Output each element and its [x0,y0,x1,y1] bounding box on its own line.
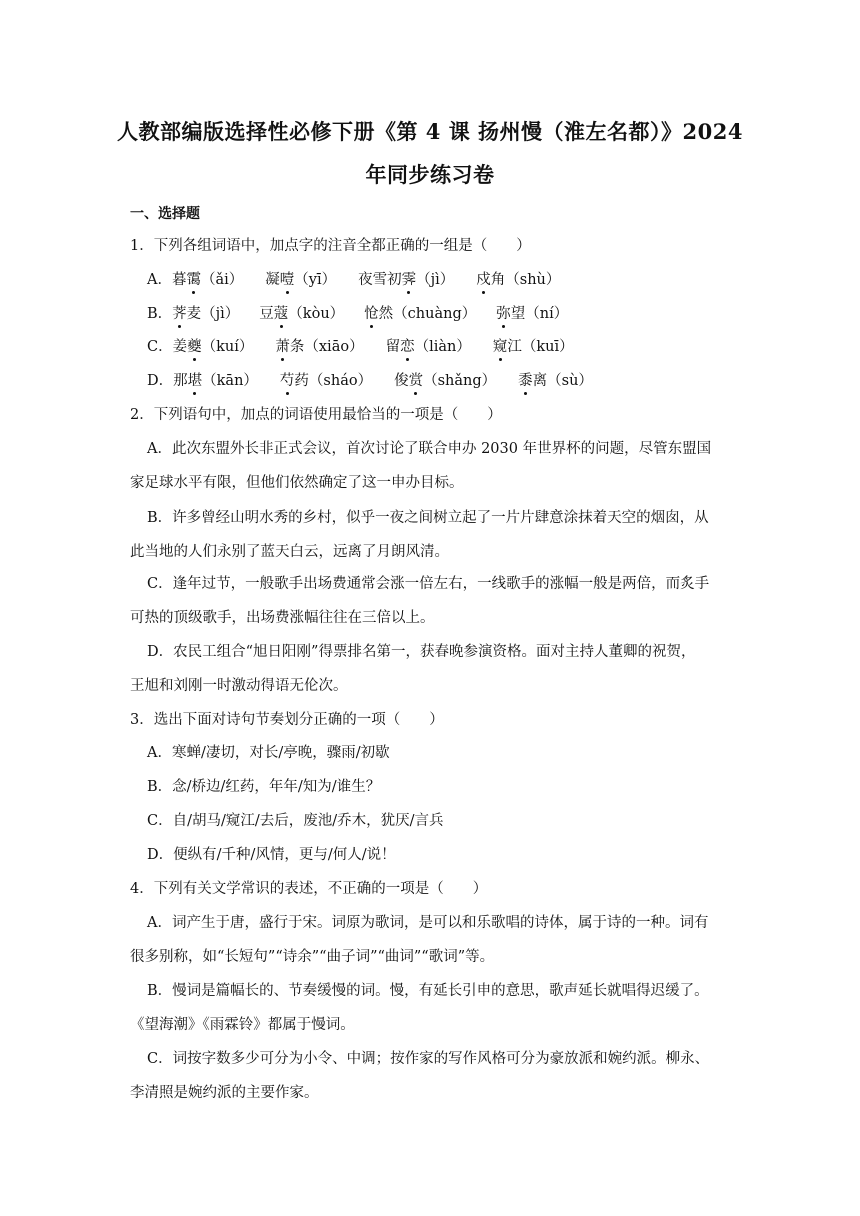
option-letter: C． [147,339,173,355]
question-2-option-d-line-2: 王旭和刘刚一时激动得语无伦次。 [130,678,348,694]
question-2-option-a-line-1: A．此次东盟外长非正式会议，首次讨论了联合申办 2030 年世界杯的问题，尽管东盟国 [147,441,712,457]
emphasized-character: 恋 [400,339,415,355]
word-prefix: 暮 [171,272,187,288]
word-suffix: 离（sù） [532,373,593,389]
question-1-option-d [147,371,615,391]
word-item [358,270,454,290]
word-item [172,304,239,324]
word-item [280,371,372,391]
question-4-stem: 4．下列有关文学常识的表述，不正确的一项是（ ） [130,881,488,897]
question-2-option-a-line-2: 家足球水平有限，但他们依然确定了这一申办目标。 [130,475,464,491]
emphasized-character: 芍 [279,373,295,389]
word-prefix: 留 [385,339,401,355]
question-1-option-a [147,270,582,290]
question-4-option-c-line-2: 李清照是婉约派的主要作家。 [130,1085,319,1101]
word-suffix: 角（shù） [490,272,561,288]
word-item [518,371,593,391]
question-4-option-b-line-2: 《望海潮》《雨霖铃》都属于慢词。 [130,1017,355,1033]
word-item [172,270,243,290]
emphasized-character: 蔻 [273,306,289,322]
word-suffix: （shǎng） [423,373,497,389]
question-2-option-c-line-1: C．逢年过节，一般歌手出场费通常会涨一倍左右，一线歌手的涨幅一般是两倍，而炙手 [147,576,710,592]
question-3-stem: 3．选出下面对诗句节奏划分正确的一项（ ） [130,712,444,728]
word-item [476,270,560,290]
word-suffix: （kuí） [201,339,254,355]
emphasized-character: 赏 [408,373,424,389]
word-suffix: 江（kuī） [507,339,574,355]
word-item [364,304,476,324]
emphasized-character: 窥 [492,339,508,355]
word-item [259,304,344,324]
word-suffix: 麦（jì） [186,306,240,322]
emphasized-character: 戍 [476,272,491,288]
option-letter: D． [147,373,174,389]
document-title-line-2: 年同步练习卷 [365,162,495,187]
word-prefix: 那 [173,373,188,389]
emphasized-character: 堪 [187,373,203,389]
word-prefix: 凝 [265,272,280,288]
word-suffix: （jì） [416,272,455,288]
word-item [275,337,363,357]
emphasized-character: 霭 [186,272,201,288]
question-3-option-b: B．念/桥边/红药，年年/知为/谁生？ [147,779,381,795]
word-suffix: 然（chuàng） [378,306,477,322]
emphasized-character: 夔 [187,339,202,355]
emphasized-character: 霁 [401,272,417,288]
word-suffix: 药（sháo） [294,373,373,389]
word-prefix: 豆 [259,306,274,322]
question-2-option-c-line-2: 可热的顶级歌手，出场费涨幅往往在三倍以上。 [130,610,435,626]
question-3-option-c: C．自/胡马/窥江/去后，废池/乔木，犹厌/言兵 [147,813,444,829]
question-2-stem: 2．下列语句中，加点的词语使用最恰当的一项是（ ） [130,407,502,423]
question-1-option-b [147,304,588,324]
word-suffix: 望（ní） [510,306,569,322]
word-suffix: （liàn） [414,339,471,355]
word-suffix: （kān） [202,373,258,389]
emphasized-character: 萧 [275,339,290,355]
word-item [173,371,258,391]
section-heading: 一、选择题 [130,206,200,222]
question-4-option-a-line-1: A．词产生于唐，盛行于宋。词原为歌词，是可以和乐歌唱的诗体，属于诗的一种。词有 [147,915,709,931]
question-4-option-a-line-2: 很多别称，如“长短句”“诗余”“曲子词”“曲词”“歌词”等。 [130,949,495,965]
document-title-line-1: 人教部编版选择性必修下册《第 4 课 扬州慢（淮左名都）》2024 [117,119,743,144]
emphasized-character: 黍 [518,373,533,389]
emphasized-character: 怆 [364,306,379,322]
question-1-stem: 1．下列各组词语中，加点字的注音全都正确的一组是（ ） [130,238,531,254]
word-suffix: （yī） [294,272,337,288]
question-3-option-d: D．便纵有/千种/风情，更与/何人/说！ [147,847,396,863]
word-item [493,337,574,357]
question-3-option-a: A．寒蝉/凄切，对长/亭晚，骤雨/初歇 [147,745,390,761]
word-item [496,304,568,324]
question-4-option-c-line-1: C．词按字数多少可分为小令、中调；按作家的写作风格可分为豪放派和婉约派。柳永、 [147,1051,710,1067]
emphasized-character: 弥 [496,306,511,322]
word-item [386,337,471,357]
question-2-option-b-line-1: B．许多曾经山明水秀的乡村，似乎一夜之间树立起了一片片肆意涂抹着天空的烟囱，从 [147,510,709,526]
word-prefix: 姜 [172,339,188,355]
word-item [265,270,336,290]
word-prefix: 俊 [394,373,409,389]
emphasized-character: 荠 [172,306,187,322]
word-item [394,371,496,391]
question-2-option-b-line-2: 此当地的人们永别了蓝天白云，远离了月朗风清。 [130,544,449,560]
option-letter: A． [147,272,172,288]
word-suffix: （ǎi） [200,272,244,288]
emphasized-character: 噎 [279,272,295,288]
option-letter: B． [147,306,173,322]
word-suffix: （kòu） [288,306,345,322]
word-item [173,337,254,357]
question-2-option-d-line-1: D．农民工组合“旭日阳刚”得票排名第一，获春晚参演资格。面对主持人董卿的祝贺， [147,644,696,660]
question-1-option-c [147,337,596,357]
word-suffix: 条（xiāo） [289,339,364,355]
word-prefix: 夜雪初 [358,272,402,288]
question-4-option-b-line-1: B．慢词是篇幅长的、节奏缓慢的词。慢，有延长引申的意思，歌声延长就唱得迟缓了。 [147,983,709,999]
